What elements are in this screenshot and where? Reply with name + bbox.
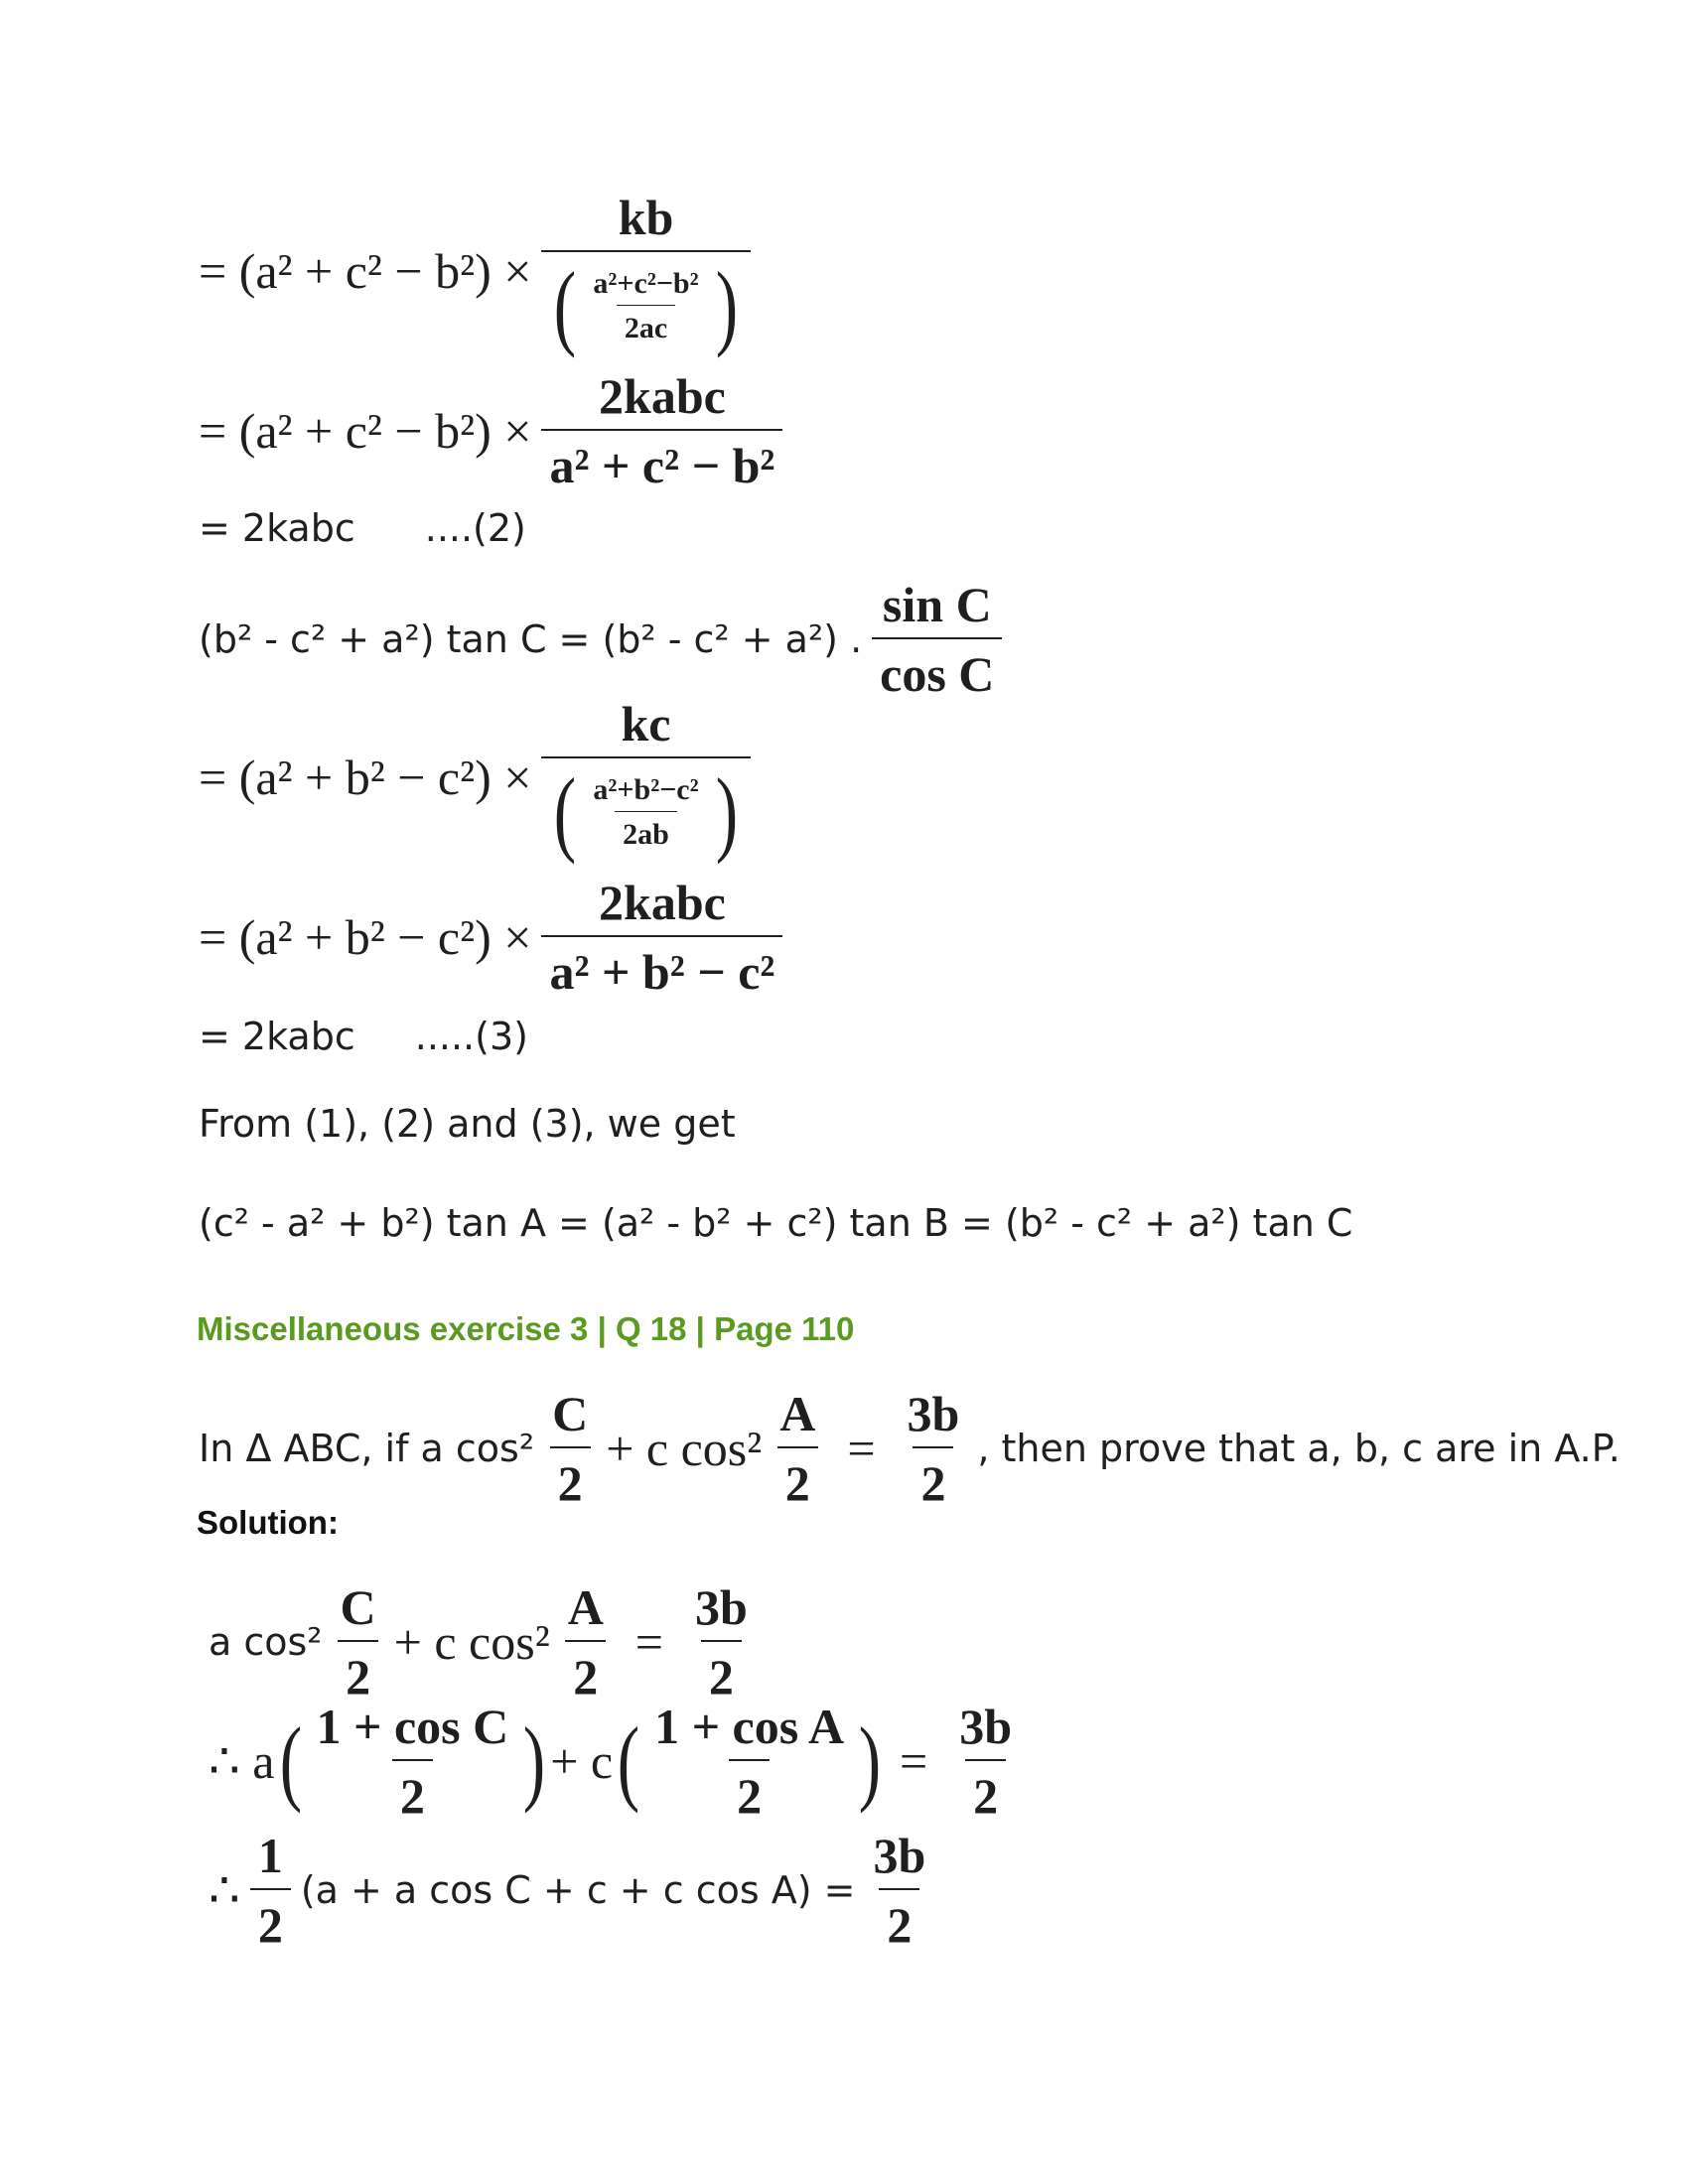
section-heading: Miscellaneous exercise 3 | Q 18 | Page 110 xyxy=(197,1310,855,1347)
inner-fraction xyxy=(585,773,706,852)
right-paren: ) xyxy=(523,1707,546,1814)
denominator: 2 xyxy=(701,1640,742,1706)
fraction xyxy=(308,1698,516,1825)
inner-denominator: 2ac xyxy=(617,305,675,345)
paragraph: From (1), (2) and (3), we get xyxy=(199,1102,736,1146)
fraction xyxy=(900,1385,968,1512)
denominator: a² + c² − b² xyxy=(541,429,782,494)
numerator: 1 + cos A xyxy=(654,1699,845,1754)
left-paren: ( xyxy=(617,1707,640,1814)
question-suffix: , then prove that a, b, c are in A.P. xyxy=(977,1427,1620,1470)
fraction xyxy=(772,1385,823,1512)
equation-line-6 xyxy=(199,874,792,1001)
solution-label: Solution: xyxy=(197,1504,339,1541)
denominator: a² + b² − c² xyxy=(541,935,782,1001)
left-paren: ( xyxy=(279,1707,302,1814)
fraction xyxy=(646,1698,852,1825)
numerator: sin C xyxy=(882,577,992,632)
equation-line-3 xyxy=(199,506,526,550)
equation-line-5 xyxy=(199,695,761,865)
numerator: A xyxy=(567,1579,604,1635)
numerator: kc xyxy=(621,696,671,751)
numerator: 3b xyxy=(873,1828,926,1883)
expression: + c xyxy=(550,1733,614,1789)
fraction xyxy=(250,1827,291,1954)
equals-sign: = xyxy=(900,1733,928,1789)
equals-sign: = xyxy=(634,1614,663,1670)
expression: + c cos² xyxy=(393,1614,550,1670)
denominator: 2 xyxy=(550,1446,591,1512)
inner-denominator: 2ab xyxy=(615,811,677,852)
fraction xyxy=(544,1385,596,1512)
equals-sign: = xyxy=(847,1421,876,1476)
fraction xyxy=(560,1578,612,1706)
numerator: 3b xyxy=(695,1579,748,1635)
fraction xyxy=(541,367,782,494)
expression: (a + a cos C + c + c cos A) = xyxy=(300,1868,856,1912)
denominator xyxy=(541,756,750,865)
right-paren: ) xyxy=(858,1707,882,1814)
equation-line-7 xyxy=(199,1015,528,1058)
expression: (b² - c² + a²) tan C = (b² - c² + a²) . xyxy=(199,617,863,661)
therefore-symbol: ∴ xyxy=(209,1862,240,1918)
question-prefix: In Δ ABC, if a cos² xyxy=(199,1427,535,1470)
numerator: C xyxy=(340,1579,376,1635)
expression: = (a² + b² − c²) × xyxy=(199,750,532,805)
denominator xyxy=(541,250,750,358)
fraction xyxy=(865,1827,933,1954)
expression: = (a² + c² − b²) × xyxy=(199,403,532,459)
equation-line-9 xyxy=(199,1201,1352,1245)
left-paren: ( xyxy=(554,758,577,865)
numerator: A xyxy=(779,1386,816,1441)
fraction xyxy=(541,874,782,1001)
equation-ref: ....(2) xyxy=(424,506,526,550)
denominator: cos C xyxy=(872,637,1002,703)
inner-numerator: a²+c²−b² xyxy=(593,266,699,300)
expression: = (a² + c² − b²) × xyxy=(199,243,532,299)
expression: ∴ a xyxy=(209,1733,275,1789)
equation-line-4 xyxy=(199,576,1012,703)
numerator: 2kabc xyxy=(599,368,726,424)
solution-line-3 xyxy=(199,1827,943,1954)
solution-line-1 xyxy=(199,1578,766,1706)
right-paren: ) xyxy=(715,252,738,358)
fraction xyxy=(687,1578,756,1706)
fraction xyxy=(951,1698,1020,1825)
numerator: 2kabc xyxy=(599,875,726,930)
expression: + c cos² xyxy=(606,1421,763,1476)
question-line xyxy=(199,1385,1620,1512)
expression: = (a² + b² − c²) × xyxy=(199,909,532,965)
numerator: kb xyxy=(618,190,674,245)
denominator: 2 xyxy=(965,1759,1006,1825)
denominator: 2 xyxy=(879,1888,919,1954)
expression: = 2kabc xyxy=(199,1015,355,1058)
equation-line-2 xyxy=(199,367,792,494)
fraction xyxy=(333,1578,384,1706)
equation-line-1 xyxy=(199,189,761,358)
expression: = 2kabc xyxy=(199,506,355,550)
numerator: 3b xyxy=(907,1386,960,1441)
numerator: 1 xyxy=(257,1828,283,1883)
denominator: 2 xyxy=(913,1446,953,1512)
numerator: 1 + cos C xyxy=(316,1699,509,1754)
numerator: C xyxy=(552,1386,589,1441)
text-line xyxy=(199,1102,736,1146)
inner-fraction xyxy=(585,267,706,345)
denominator: 2 xyxy=(565,1640,606,1706)
left-paren: ( xyxy=(554,252,577,358)
fraction xyxy=(541,189,750,358)
denominator: 2 xyxy=(250,1888,291,1954)
fraction xyxy=(872,576,1002,703)
denominator: 2 xyxy=(392,1759,433,1825)
solution-line-2 xyxy=(199,1698,1030,1825)
fraction xyxy=(541,695,750,865)
expression: (c² - a² + b²) tan A = (a² - b² + c²) tan B = (b² - c² + a²) tan C xyxy=(199,1201,1353,1245)
right-paren: ) xyxy=(715,758,738,865)
expression: a cos² xyxy=(209,1620,323,1664)
equation-ref: .....(3) xyxy=(414,1015,528,1058)
denominator: 2 xyxy=(729,1759,770,1825)
denominator: 2 xyxy=(777,1446,818,1512)
denominator: 2 xyxy=(338,1640,378,1706)
inner-numerator: a²+b²−c² xyxy=(593,772,699,806)
numerator: 3b xyxy=(959,1699,1013,1754)
